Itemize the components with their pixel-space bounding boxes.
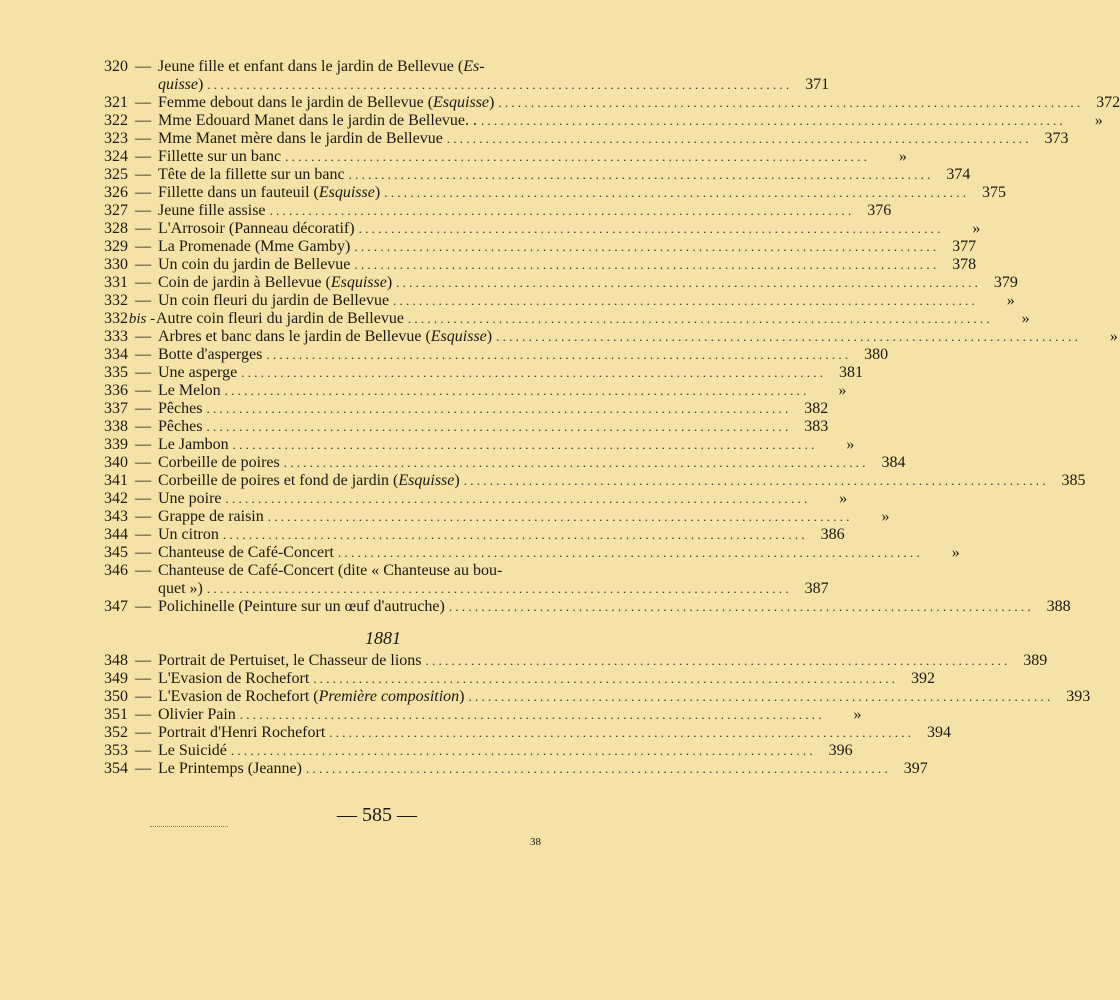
dot-leader	[354, 238, 936, 256]
catalogue-entry	[86, 562, 829, 598]
dot-leader	[225, 382, 807, 400]
year-heading	[0, 628, 744, 649]
entry-title: Tête de la fillette sur un banc	[158, 166, 345, 183]
catalogue-entry	[86, 238, 977, 256]
entry-title: Botte d'asperges	[158, 346, 263, 363]
catalogue-entry	[86, 346, 889, 364]
entry-page-number: »	[838, 382, 847, 399]
entry-separator: —	[135, 220, 151, 237]
entry-number: 331	[104, 274, 128, 291]
entry-page-number: 397	[903, 760, 928, 777]
entry-title: Femme debout dans le jardin de Bellevue (Esquisse)	[158, 94, 495, 111]
catalogue-entry	[86, 148, 907, 166]
entry-title: Fillette sur un banc	[158, 148, 282, 165]
catalogue-entry	[86, 256, 977, 274]
entry-page-number: 382	[804, 400, 829, 417]
entry-title: Corbeille de poires et fond de jardin (Esquisse)	[158, 472, 460, 489]
entry-separator: —	[135, 364, 151, 381]
entry-separator: —	[135, 598, 151, 615]
dot-leader	[354, 256, 936, 274]
entry-number: 346	[104, 562, 128, 579]
entry-number: 354	[104, 760, 128, 777]
entry-title: Le Melon	[158, 382, 221, 399]
entry-title: Olivier Pain	[158, 706, 236, 723]
catalogue-entry	[86, 184, 1006, 202]
entry-page-number: »	[853, 706, 862, 723]
entries-list-b	[86, 652, 1091, 778]
entry-separator: —	[135, 382, 151, 399]
entry-separator: —	[135, 328, 151, 345]
entry-title: Fillette dans un fauteuil (Esquisse)	[158, 184, 381, 201]
entry-title: Chanteuse de Café-Concert (dite « Chanteuse au bou-	[158, 562, 503, 579]
catalogue-entry	[86, 418, 829, 436]
dot-leader	[223, 526, 805, 544]
entry-title: Autre coin fleuri du jardin de Bellevue	[156, 310, 404, 327]
entry-page-number: 386	[820, 526, 845, 543]
entry-title: Le Printemps (Jeanne)	[158, 760, 302, 777]
entry-separator: —	[135, 202, 151, 219]
entry-separator: —	[135, 274, 151, 291]
entry-title: Un citron	[158, 526, 219, 543]
entry-separator: —	[135, 238, 151, 255]
entry-page-number: 373	[1044, 130, 1069, 147]
entry-separator: bis -	[128, 311, 156, 327]
entry-title: Mme Edouard Manet dans le jardin de Bellevue. .	[158, 112, 478, 129]
catalogue-entry	[86, 166, 971, 184]
catalogue-entry	[86, 544, 960, 562]
entry-title: Le Suicidé	[158, 742, 227, 759]
entry-title: Jeune fille assise	[158, 202, 266, 219]
entry-title: Polichinelle (Peinture sur un œuf d'autruche)	[158, 598, 445, 615]
dot-leader	[207, 580, 789, 598]
dot-leader	[496, 328, 1078, 346]
entry-number: 344	[104, 526, 128, 543]
entry-separator: —	[135, 562, 151, 579]
entry-separator: —	[135, 490, 151, 507]
entry-title: Portrait de Pertuiset, le Chasseur de lions	[158, 652, 422, 669]
entry-number: 324	[104, 148, 128, 165]
entry-separator: —	[135, 526, 151, 543]
entry-separator: —	[135, 148, 151, 165]
entry-page-number: 377	[952, 238, 977, 255]
entry-number: 339	[104, 436, 128, 453]
dot-leader	[338, 544, 920, 562]
catalogue-entry	[86, 724, 952, 742]
entry-number: 353	[104, 742, 128, 759]
dot-leader	[206, 400, 788, 418]
entry-page-number: »	[1006, 292, 1015, 309]
catalogue-entry	[86, 130, 1069, 148]
entry-number: 348	[104, 652, 128, 669]
dot-leader	[240, 706, 822, 724]
dot-leader	[349, 166, 931, 184]
page-folio	[0, 804, 744, 827]
entry-number: 328	[104, 220, 128, 237]
dot-leader	[469, 688, 1051, 706]
entry-number: 341	[104, 472, 128, 489]
entry-number: 338	[104, 418, 128, 435]
catalogue-entry	[86, 292, 1015, 310]
entry-title-continued: quet »)	[158, 580, 203, 597]
entry-number: 347	[104, 598, 128, 615]
entry-separator: —	[135, 292, 151, 309]
page-folio-text: — 585 —	[337, 804, 417, 826]
entry-page-number: 383	[804, 418, 829, 435]
signature-mark: 38	[530, 836, 541, 848]
entry-title: Grappe de raisin	[158, 508, 264, 525]
dot-leader	[207, 76, 789, 94]
dot-leader	[498, 94, 1080, 112]
entry-title: L'Evasion de Rochefort	[158, 670, 310, 687]
entry-page-number: »	[972, 220, 981, 237]
entries-list-a	[86, 58, 1120, 616]
entry-number: 323	[104, 130, 128, 147]
catalogue-entry	[86, 112, 1103, 130]
entry-title: Chanteuse de Café-Concert	[158, 544, 334, 561]
entry-number: 350	[104, 688, 128, 705]
entry-separator: —	[135, 346, 151, 363]
catalogue-entry	[86, 508, 890, 526]
entry-separator: —	[135, 742, 151, 759]
catalogue-entry	[86, 220, 981, 238]
catalogue-entry	[86, 274, 1018, 292]
entry-separator: —	[135, 760, 151, 777]
entry-page-number: 374	[946, 166, 971, 183]
entry-separator: —	[135, 112, 151, 129]
dot-leader	[285, 148, 867, 166]
entry-title: Arbres et banc dans le jardin de Bellevue (Esquisse)	[158, 328, 493, 345]
dot-leader	[306, 760, 888, 778]
entry-number: 333	[104, 328, 128, 345]
entry-page-number: 376	[867, 202, 892, 219]
entry-number: 334	[104, 346, 128, 363]
catalogue-entry	[86, 436, 855, 454]
catalogue-entry	[86, 688, 1091, 706]
catalogue-entry	[86, 364, 863, 382]
entry-number: 337	[104, 400, 128, 417]
entry-number: 335	[104, 364, 128, 381]
entry-separator: —	[135, 454, 151, 471]
entry-title-continued: quisse)	[158, 76, 204, 93]
entry-number: 352	[104, 724, 128, 741]
entry-separator: —	[135, 166, 151, 183]
entry-title: L'Evasion de Rochefort (Première composition)	[158, 688, 465, 705]
entry-page-number: »	[839, 490, 848, 507]
entry-number: 332	[104, 292, 128, 309]
dot-leader	[393, 292, 975, 310]
entry-page-number: 380	[864, 346, 889, 363]
dot-leader	[266, 346, 848, 364]
entry-page-number: 378	[952, 256, 977, 273]
entry-separator: —	[135, 58, 151, 75]
dot-leader	[270, 202, 852, 220]
entry-title: La Promenade (Mme Gamby)	[158, 238, 351, 255]
entry-title: Un coin du jardin de Bellevue	[158, 256, 351, 273]
entry-page-number: 388	[1046, 598, 1071, 615]
entry-page-number: »	[1094, 112, 1103, 129]
entry-separator: —	[135, 544, 151, 561]
entry-page-number: »	[898, 148, 907, 165]
dot-leader	[396, 274, 978, 292]
entry-title: Portrait d'Henri Rochefort	[158, 724, 326, 741]
entry-number: 342	[104, 490, 128, 507]
entry-number: 340	[104, 454, 128, 471]
catalogue-entry	[86, 652, 1048, 670]
dot-leader	[241, 364, 823, 382]
entry-separator: —	[135, 184, 151, 201]
entry-number: 321	[104, 94, 128, 111]
entry-page-number: 375	[981, 184, 1006, 201]
entry-number: 325	[104, 166, 128, 183]
dot-leader	[284, 454, 866, 472]
catalogue-entry	[86, 202, 892, 220]
catalogue-entry	[86, 706, 862, 724]
catalogue-entry	[86, 472, 1086, 490]
catalogue-entry	[86, 94, 1120, 112]
entry-separator: —	[135, 130, 151, 147]
entry-page-number: 379	[993, 274, 1018, 291]
entry-title: Coin de jardin à Bellevue (Esquisse)	[158, 274, 393, 291]
entry-separator: —	[135, 508, 151, 525]
catalogue-entry	[86, 58, 830, 94]
entry-page-number: 393	[1066, 688, 1091, 705]
dot-leader	[233, 436, 815, 454]
entry-separator: —	[135, 652, 151, 669]
entry-page-number: 396	[828, 742, 853, 759]
entry-title: Une poire	[158, 490, 222, 507]
entry-separator: —	[135, 256, 151, 273]
entry-separator: —	[135, 400, 151, 417]
catalogue-entry	[86, 454, 906, 472]
entry-page-number: »	[1021, 310, 1030, 327]
entry-page-number: 381	[838, 364, 863, 381]
entry-separator: —	[135, 472, 151, 489]
entry-number: 320	[104, 58, 128, 75]
entry-page-number: 392	[911, 670, 936, 687]
catalogue-entry	[86, 328, 1118, 346]
dot-leader	[449, 598, 1031, 616]
catalogue-entry	[86, 598, 1071, 616]
entry-title: L'Arrosoir (Panneau décoratif)	[158, 220, 355, 237]
catalogue-entry	[86, 382, 847, 400]
entry-separator: —	[135, 418, 151, 435]
catalogue-entry	[86, 760, 928, 778]
entry-page-number: 384	[881, 454, 906, 471]
entry-title: Pêches	[158, 400, 203, 417]
dot-leader	[481, 112, 1063, 130]
dot-leader	[384, 184, 966, 202]
entry-page-number: 394	[927, 724, 952, 741]
entry-number: 351	[104, 706, 128, 723]
catalogue-entry	[86, 400, 829, 418]
entry-number: 336	[104, 382, 128, 399]
entry-number: 330	[104, 256, 128, 273]
entry-title: Mme Manet mère dans le jardin de Bellevue	[158, 130, 443, 147]
entry-number: 327	[104, 202, 128, 219]
catalogue-entry	[86, 490, 848, 508]
entry-page-number: 372	[1096, 94, 1120, 111]
entry-separator: —	[135, 670, 151, 687]
entry-number: 322	[104, 112, 128, 129]
entry-page-number: 389	[1023, 652, 1048, 669]
entry-title: Jeune fille et enfant dans le jardin de Bellevue (Es-	[158, 58, 485, 75]
dot-leader	[447, 130, 1029, 148]
entry-page-number: »	[846, 436, 855, 453]
dot-leader	[426, 652, 1008, 670]
dot-leader	[408, 310, 990, 328]
entry-number: 326	[104, 184, 128, 201]
entry-page-number: »	[1109, 328, 1118, 345]
entry-number: 345	[104, 544, 128, 561]
dot-leader	[231, 742, 813, 760]
entry-separator: —	[135, 706, 151, 723]
entry-title: Un coin fleuri du jardin de Bellevue	[158, 292, 390, 309]
entry-number: 332	[104, 310, 128, 327]
dot-leader	[464, 472, 1046, 490]
entry-separator: —	[135, 724, 151, 741]
entry-number: 343	[104, 508, 128, 525]
entry-title: Corbeille de poires	[158, 454, 280, 471]
dot-leader	[268, 508, 850, 526]
year-heading-text: 1881	[365, 628, 401, 648]
dot-leader	[206, 418, 788, 436]
entry-page-number: 385	[1061, 472, 1086, 489]
entry-number: 329	[104, 238, 128, 255]
catalogue-entry	[86, 310, 1030, 328]
dot-leader	[329, 724, 911, 742]
entry-title: Une asperge	[158, 364, 238, 381]
entry-separator: —	[135, 94, 151, 111]
entry-page-number: 371	[805, 76, 830, 93]
entry-title: Pêches	[158, 418, 203, 435]
entry-page-number: 387	[804, 580, 829, 597]
entry-page-number: »	[881, 508, 890, 525]
dot-leader	[313, 670, 895, 688]
catalogue-entry	[86, 742, 853, 760]
dot-leader	[226, 490, 808, 508]
catalogue-entry	[86, 670, 936, 688]
entry-separator: —	[135, 436, 151, 453]
dot-leader	[359, 220, 941, 238]
entry-page-number: »	[951, 544, 960, 561]
entry-title: Le Jambon	[158, 436, 229, 453]
entry-number: 349	[104, 670, 128, 687]
catalogue-entry	[86, 526, 845, 544]
entry-separator: —	[135, 688, 151, 705]
